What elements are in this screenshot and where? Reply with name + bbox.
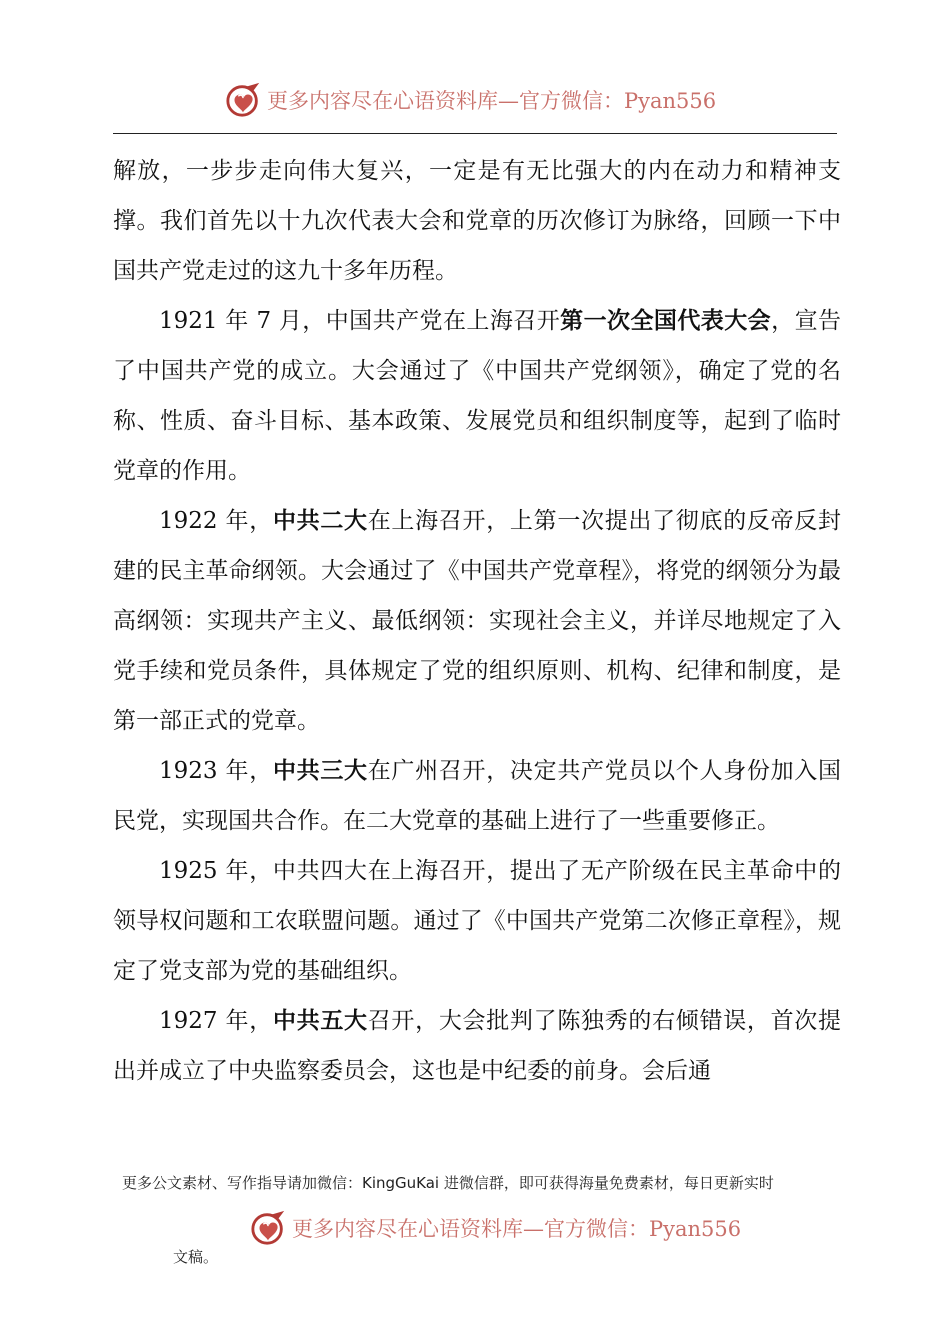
banner-brand: 更多内容尽在心语资料库 [292,1217,523,1241]
highlight-second-congress: 中共二大 [272,508,368,534]
paragraph-text: 1923 年， [159,758,273,784]
header-divider [113,133,837,134]
footer-banner[interactable] [250,1208,770,1248]
paragraph-text: 召开，大会批判了陈独秀的右倾错误，首次提出并成立了中央监察委员会，这也是中纪委的前身。会后通 [113,1008,841,1084]
banner-dash: — [498,89,519,113]
header-banner[interactable] [225,80,745,120]
highlight-third-congress: 中共三大 [272,758,368,784]
banner-wechat-id: Pyan556 [624,89,717,113]
heart-logo-icon [250,1209,288,1247]
banner-dash: — [523,1217,544,1241]
paragraph-text: 在上海召开，上第一次提出了彻底的反帝反封建的民主革命纲领。大会通过了《中国共产党章程》，将党的纲领分为最高纲领：实现共产主义、最低纲领：实现社会主义，并详尽地规定了入党手续和党员条件，具体规定了党的组织原则、机构、纪律和制度，是第一部正式的党章。 [113,508,841,734]
paragraph-text: 1921 年 7 月，中国共产党在上海召开 [159,308,561,334]
paragraph-intro: 解放，一步步走向伟大复兴，一定是有无比强大的内在动力和精神支撑。我们首先以十九次代表大会和党章的历次修订为脉络，回顾一下中国共产党走过的这九十多年历程。 [113,158,841,284]
paragraph-text: ，宣告了中国共产党的成立。大会通过了《中国共产党纲领》，确定了党的名称、性质、奋斗目标、基本政策、发展党员和组织制度等，起到了临时党章的作用。 [113,308,842,484]
highlight-first-congress: 第一次全国代表大会 [560,308,772,334]
document-body [113,146,841,1096]
heart-logo-icon [225,81,263,119]
paragraph-text: 在广州召开，决定共产党员以个人身份加入国民党，实现国共合作。在二大党章的基础上进行了一些重要修正。 [113,758,841,834]
banner-wechat-label: 官方微信： [519,89,624,113]
banner-wechat-id: Pyan556 [649,1217,742,1241]
banner-wechat-label: 官方微信： [544,1217,649,1241]
paragraph-text: 1927 年， [159,1008,273,1034]
footer-note: 更多公文素材、写作指导请加微信：KingGuKai 进微信群，即可获得海量免费素材，每日更新实时 [122,1174,774,1192]
paragraph-1921 [113,296,841,496]
banner-text [292,1213,741,1243]
banner-text [267,85,716,115]
paragraph-1927 [113,996,841,1096]
banner-brand: 更多内容尽在心语资料库 [267,89,498,113]
paragraph-text: 1922 年， [159,508,273,534]
paragraph-1923 [113,746,841,846]
paragraph-1925: 1925 年，中共四大在上海召开，提出了无产阶级在民主革命中的领导权问题和工农联盟问题。通过了《中国共产党第二次修正章程》，规定了党支部为党的基础组织。 [113,858,841,984]
highlight-fifth-congress: 中共五大 [272,1008,368,1034]
paragraph-1922 [113,496,841,746]
footer-tail: 文稿。 [173,1248,219,1266]
